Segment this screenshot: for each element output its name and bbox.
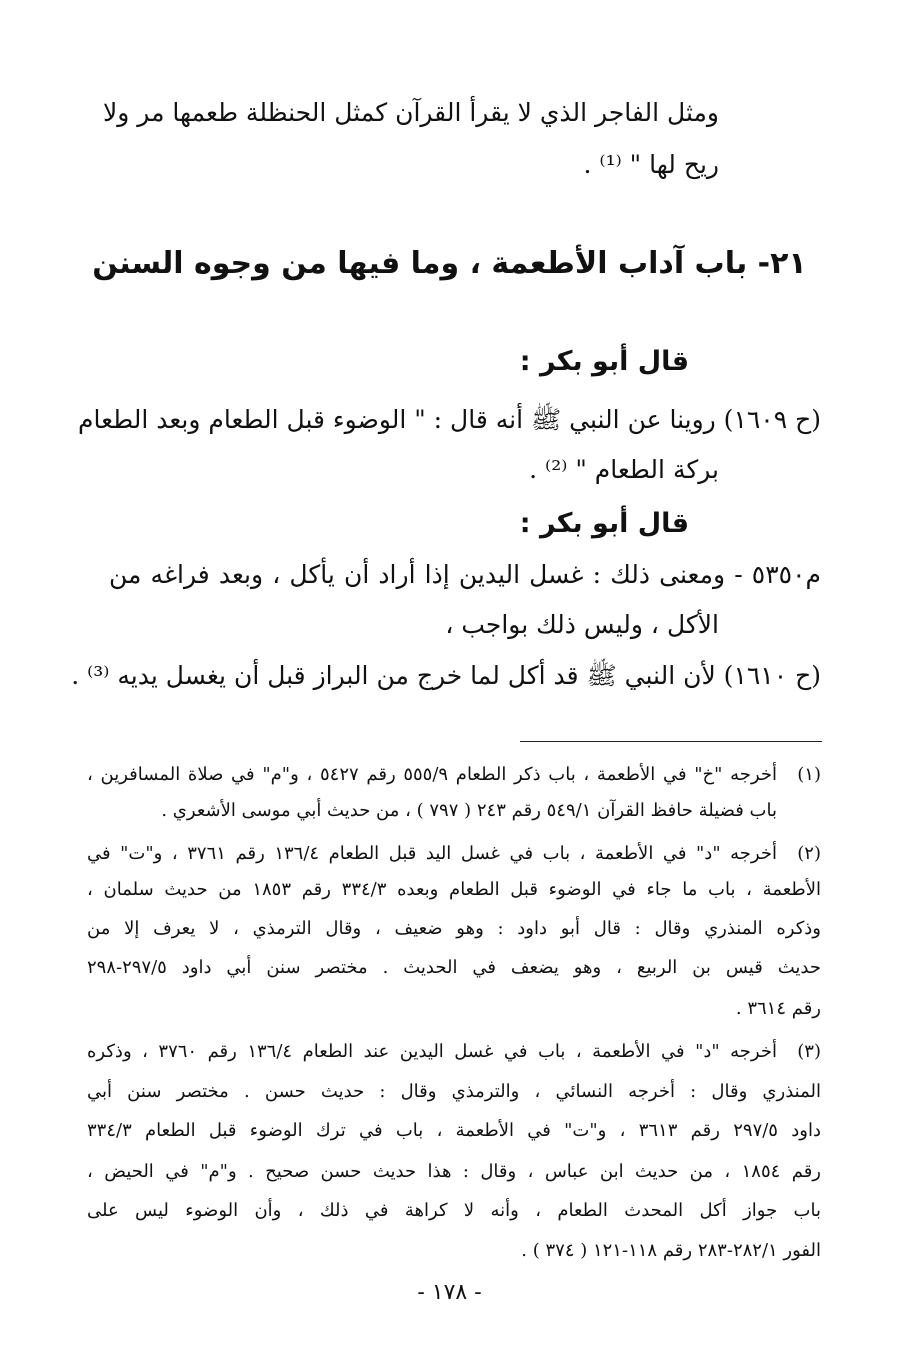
page-number: - ١٧٨ - [417, 1280, 482, 1305]
footnote-line: الفور ٢٨٢/١-٢٨٣ رقم ١١٨-١٢١ ( ٣٧٤ ) . [521, 1240, 821, 1261]
chapter-heading: ٢١- باب آداب الأطعمة ، وما فيها من وجوه السنن [92, 246, 807, 281]
footnote-line: أخرجه "خ" في الأطعمة ، باب ذكر الطعام ٥٥٥/٩ رقم ٥٤٢٧ ، و"م" في صلاة المسافرين ، [87, 764, 777, 785]
hadith-line: (ح ١٦٠٩) روينا عن النبي ﷺ أنه قال : " الوضوء قبل الطعام وبعد الطعام [78, 405, 821, 434]
paragraph-line: ريح لها " ⁽¹⁾ . [583, 150, 719, 179]
footnote-line: رقم ٣٦١٤ . [735, 998, 821, 1019]
footnote-separator [520, 741, 822, 742]
footnote-line: حديث قيس بن الربيع ، وهو يضعف في الحديث . مختصر سنن أبي داود ٢٩٧/٥-٢٩٨ [87, 957, 821, 978]
footnote-number: (٣) [797, 1041, 821, 1062]
footnote-number: (١) [797, 764, 821, 785]
hadith-line: بركة الطعام " ⁽²⁾ . [529, 455, 719, 484]
footnote-line: رقم ١٨٥٤ ، من حديث ابن عباس ، وقال : هذا حديث حسن صحيح . و"م" في الحيض ، [87, 1161, 821, 1182]
speaker-label: قال أبو بكر : [519, 508, 689, 539]
footnote-line: وذكره المنذري وقال : قال أبو داود : وهو ضعيف ، وقال الترمذي ، لا يعرف إلا من [87, 918, 821, 939]
footnote-line: باب جواز أكل المحدث الطعام ، وأنه لا كراهة في ذلك ، وأن الوضوء ليس على [87, 1200, 821, 1221]
masala-line: م٥٣٥٠ - ومعنى ذلك : غسل اليدين إذا أراد أن يأكل ، وبعد فراغه من [109, 560, 821, 589]
paragraph-line: ومثل الفاجر الذي لا يقرأ القرآن كمثل الحنظلة طعمها مر ولا [103, 98, 719, 127]
footnote-line: داود ٢٩٧/٥ رقم ٣٦١٣ ، و"ت" في الأطعمة ، باب في ترك الوضوء قبل الطعام ٣٣٤/٣ [87, 1120, 821, 1141]
hadith-line: (ح ١٦١٠) لأن النبي ﷺ قد أكل لما خرج من البراز قبل أن يغسل يديه ⁽³⁾ . [71, 661, 821, 690]
footnote-line: أخرجه "د" في الأطعمة ، باب في غسل اليدين عند الطعام ١٣٦/٤ رقم ٣٧٦٠ ، وذكره [87, 1041, 777, 1062]
footnote-line: باب فضيلة حافظ القرآن ٥٤٩/١ رقم ٢٤٣ ( ٧٩٧ ) ، من حديث أبي موسى الأشعري . [161, 800, 777, 821]
footnote-line: الأطعمة ، باب ما جاء في الوضوء قبل الطعام وبعده ٣٣٤/٣ رقم ١٨٥٣ من حديث سلمان ، [87, 879, 821, 900]
footnote-number: (٢) [797, 843, 821, 864]
masala-line: الأكل ، وليس ذلك بواجب ، [445, 610, 719, 639]
speaker-label: قال أبو بكر : [519, 346, 689, 377]
footnote-line: أخرجه "د" في الأطعمة ، باب في غسل اليد قبل الطعام ١٣٦/٤ رقم ٣٧٦١ ، و"ت" في [87, 843, 777, 864]
footnote-line: المنذري وقال : أخرجه النسائي ، والترمذي وقال : حديث حسن . مختصر سنن أبي [87, 1081, 821, 1102]
